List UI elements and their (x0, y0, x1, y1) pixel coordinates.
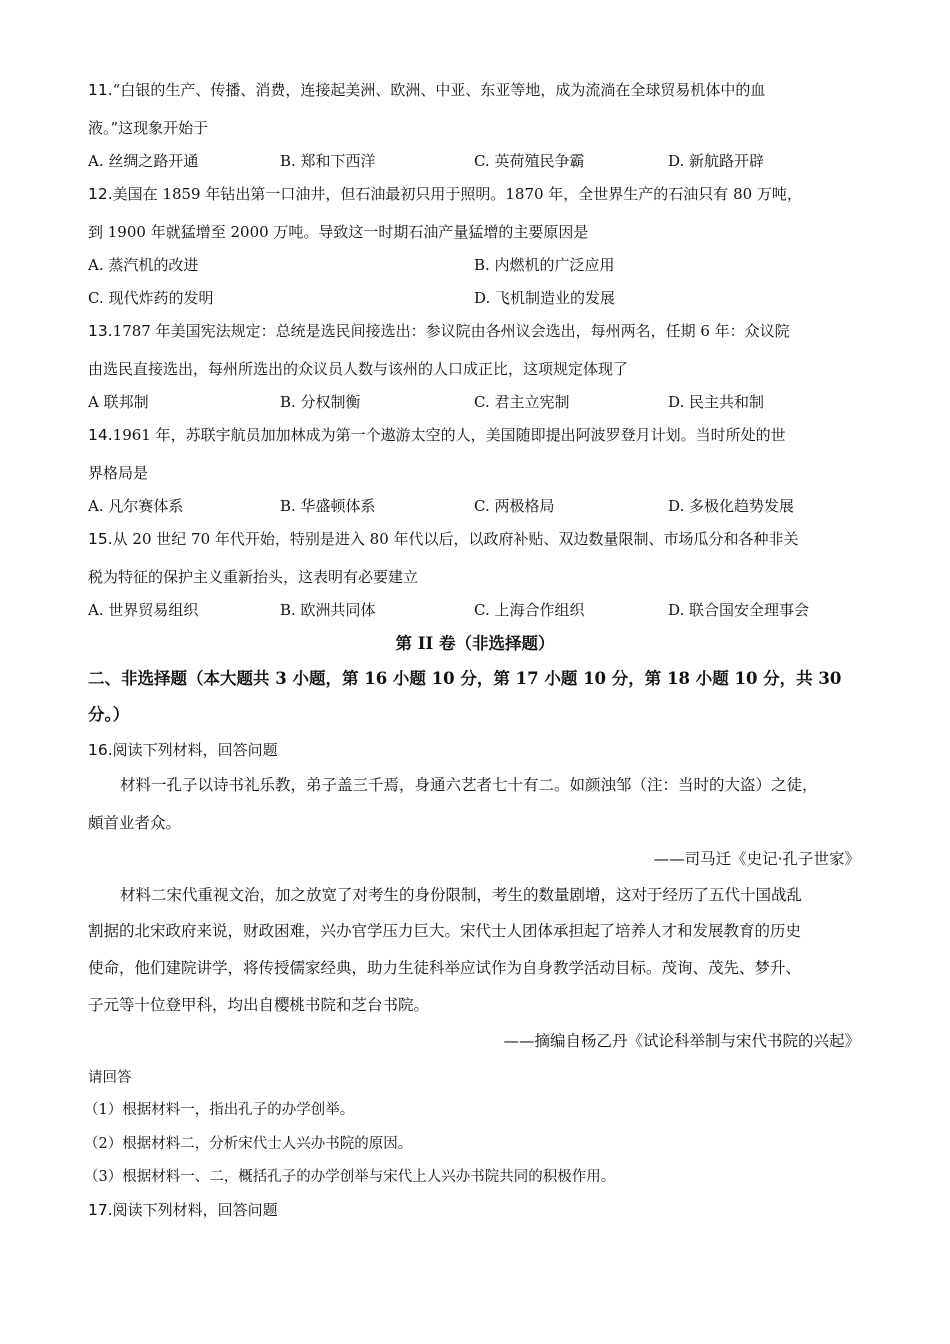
q16-prompt: 请回答 (88, 1070, 132, 1086)
q11-options (88, 151, 848, 171)
q12-number: 12. (88, 185, 113, 203)
q14-option-a[interactable]: A. 凡尔赛体系 (88, 497, 184, 515)
q16-intro: 阅读下列材料，回答问题 (112, 741, 278, 759)
q16-material2-line2: 割据的北宋政府来说，财政困难，兴办官学压力巨大。宋代士人团体承担起了培养人才和发展教育的历史 (88, 922, 802, 940)
q14-number: 14. (88, 426, 113, 444)
q13-number: 13. (88, 322, 113, 340)
q15-option-d[interactable]: D. 联合国安全理事会 (668, 601, 810, 619)
q12-option-a[interactable]: A. 蒸汽机的改进 (88, 256, 199, 274)
q15-line1 (88, 529, 799, 549)
q15-option-a[interactable]: A. 世界贸易组织 (88, 601, 199, 619)
q16-material1-line1: 材料一孔子以诗书礼乐教，弟子盖三千焉，身通六艺者七十有二。如颜浊邹（注：当时的大盗）之徒， (120, 776, 818, 794)
q11-option-c[interactable]: C. 英荷殖民争霸 (474, 152, 585, 170)
q16-number: 16. (88, 741, 113, 759)
q15-options (88, 600, 848, 620)
q12-option-b[interactable]: B. 内燃机的广泛应用 (474, 256, 615, 274)
q16-source1: ——司马迁《史记·孔子世家》 (653, 850, 860, 868)
q17-intro-line (88, 1200, 278, 1220)
q14-text-1: 1961 年，苏联宇航员加加林成为第一个遨游太空的人，美国随即提出阿波罗登月计划。当时所处的世 (112, 426, 786, 444)
q12-line2: 到 1900 年就猛增至 2000 万吨。导致这一时期石油产量猛增的主要原因是 (88, 223, 589, 241)
q11-line2: 液。”这现象开始于 (88, 119, 209, 137)
q16-source2: ——摘编自杨乙丹《试论科举制与宋代书院的兴起》 (503, 1032, 860, 1050)
q13-line2: 由选民直接选出，每州所选出的众议员人数与该州的人口成正比，这项规定体现了 (88, 360, 629, 378)
q15-number: 15. (88, 530, 113, 548)
q15-line2: 税为特征的保护主义重新抬头，这表明有必要建立 (88, 568, 419, 586)
q11-line1 (88, 80, 765, 100)
q13-text-1: 1787 年美国宪法规定：总统是选民间接选出：参议院由各州议会选出，每州两名，任期 6 年：众议院 (112, 322, 790, 340)
q12-text-1: 美国在 1859 年钻出第一口油井，但石油最初只用于照明。1870 年，全世界生产的石油只有 80 万吨， (112, 185, 802, 203)
q12-options-row1 (88, 255, 848, 275)
q14-option-c[interactable]: C. 两极格局 (474, 497, 555, 515)
q12-option-c[interactable]: C. 现代炸药的发明 (88, 289, 214, 307)
q15-option-b[interactable]: B. 欧洲共同体 (280, 601, 376, 619)
q17-number: 17. (88, 1201, 113, 1219)
q11-option-b[interactable]: B. 郑和下西洋 (280, 152, 376, 170)
q15-option-c[interactable]: C. 上海合作组织 (474, 601, 585, 619)
q16-intro-line (88, 740, 278, 760)
q16-material2-line4: 子元等十位登甲科，均出自樱桃书院和芝台书院。 (88, 996, 430, 1014)
q14-line2: 界格局是 (88, 464, 149, 482)
q14-option-b[interactable]: B. 华盛顿体系 (280, 497, 376, 515)
q16-subquestion-3: （3）根据材料一、二，概括孔子的办学创举与宋代上人兴办书院共同的积极作用。 (84, 1169, 616, 1185)
q16-subquestion-2: （2）根据材料二，分析宋代士人兴办书院的原因。 (84, 1136, 413, 1152)
q15-text-1: 从 20 世纪 70 年代开始，特别是进入 80 年代以后，以政府补贴、双边数量限制、市场瓜分和各种非关 (112, 530, 799, 548)
q11-text-1: “白银的生产、传播、消费，连接起美洲、欧洲、中亚、东亚等地，成为流淌在全球贸易机体中的血 (112, 81, 766, 99)
q14-option-d[interactable]: D. 多极化趋势发展 (668, 497, 795, 515)
section2-heading-line2: 分。） (88, 705, 130, 724)
q14-line1 (88, 425, 786, 445)
q17-intro: 阅读下列材料，回答问题 (112, 1201, 278, 1219)
q11-option-a[interactable]: A. 丝绸之路开通 (88, 152, 199, 170)
q12-line1 (88, 184, 802, 204)
q13-option-d[interactable]: D. 民主共和制 (668, 393, 765, 411)
q16-material2-line3: 使命，他们建院讲学，将传授儒家经典，助力生徒科举应试作为自身教学活动目标。茂询、茂先、梦升、 (88, 959, 802, 977)
q13-option-c[interactable]: C. 君主立宪制 (474, 393, 570, 411)
q12-option-d[interactable]: D. 飞机制造业的发展 (474, 289, 616, 307)
q14-options (88, 496, 848, 516)
q12-options-row2 (88, 288, 848, 308)
section2-heading-line1: 二、非选择题（本大题共 3 小题，第 16 小题 10 分，第 17 小题 10 分，第 18 小题 10 分，共 30 (88, 669, 842, 688)
q16-material1-line2: 頗首业者众。 (88, 814, 182, 832)
q11-number: 11. (88, 81, 113, 99)
q13-option-a[interactable]: A 联邦制 (88, 393, 149, 411)
q13-line1 (88, 321, 790, 341)
q11-option-d[interactable]: D. 新航路开辟 (668, 152, 765, 170)
section2-title: 第 II 卷（非选择题） (395, 634, 555, 653)
q16-subquestion-1: （1）根据材料一，指出孔子的办学创举。 (84, 1102, 355, 1118)
q16-material2-line1: 材料二宋代重视文治，加之放宽了对考生的身份限制，考生的数量剧增，这对于经历了五代十国战乱 (120, 886, 803, 904)
q13-option-b[interactable]: B. 分权制衡 (280, 393, 361, 411)
q13-options (88, 392, 848, 412)
